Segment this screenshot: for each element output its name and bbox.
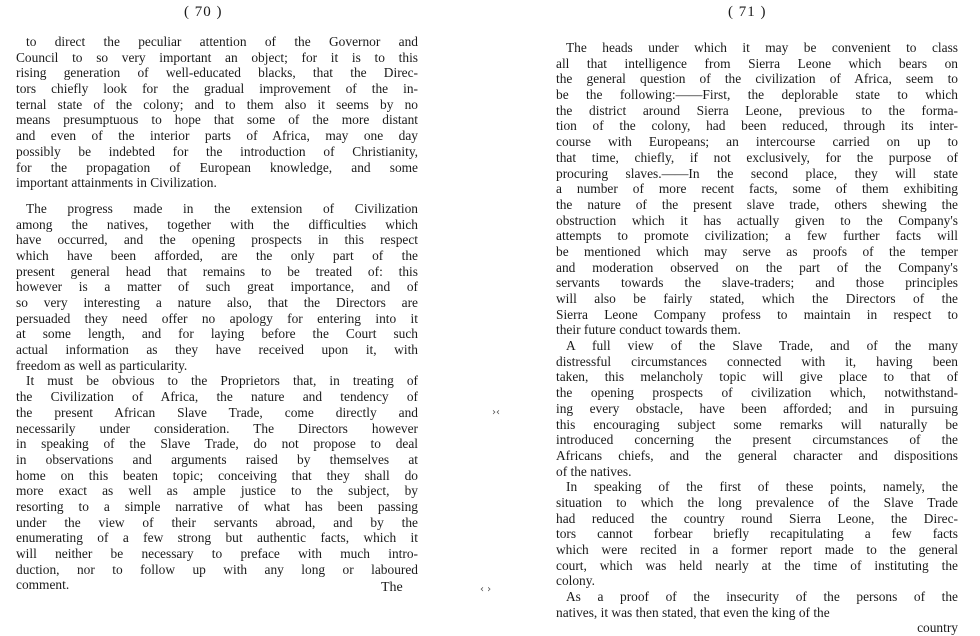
catchword: country — [917, 620, 958, 636]
text-line: and moderation observed on the part of the Company's — [556, 259, 958, 275]
text-line: present general head that remains to be treated of: this — [16, 263, 418, 279]
text-line: of the natives. — [556, 463, 632, 479]
text-line: tion of the colony, had been reduced, through its inter- — [556, 118, 958, 134]
text-line: at some length, and for laying before the Court such — [16, 326, 418, 342]
text-line: A full view of the Slave Trade, and of the many — [566, 338, 958, 354]
text-line: resorting to a simple narrative of what has been passing — [16, 498, 418, 514]
text-line: be mentioned which may serve as proofs of the temper — [556, 243, 958, 259]
page-number: ( 70 ) — [184, 4, 223, 20]
text-line: a number of more recent facts, some of them exhibiting — [556, 181, 958, 197]
text-line: persuaded they need offer no apology for entering into it — [16, 310, 418, 326]
text-line: however is a matter of such great importance, and of — [16, 279, 418, 295]
text-line: duction, nor to follow up with any long or laboured — [16, 561, 418, 577]
text-line: which have been afforded, are the only part of the — [16, 247, 418, 263]
text-line: obstruction which it has actually given to the Company's — [556, 212, 958, 228]
text-line: procuring slaves.——In the second place, they will state — [556, 165, 958, 181]
text-line: will also be fairly stated, which the Directors of the — [556, 291, 958, 306]
text-line: that time, chiefly, if not exclusively, for the purpose of — [556, 149, 958, 165]
scan-mark: ›‹ — [492, 407, 500, 418]
paragraph — [556, 40, 958, 338]
text-line: had reduced the country round Sierra Leone, the Direc- — [556, 510, 958, 526]
page-number: ( 71 ) — [728, 4, 767, 20]
text-line: necessarily under consideration. The Directors however — [16, 420, 418, 436]
text-column — [16, 34, 418, 593]
text-line: colony. — [556, 573, 595, 589]
text-line: Sierra Leone Company profess to maintain in respect to — [556, 306, 958, 322]
text-line: attempts to promote civilization; a few further facts will — [556, 228, 958, 244]
paragraph — [556, 479, 958, 589]
text-line: tors cannot forbear briefly recapitulating a few facts — [556, 526, 958, 542]
text-line: this encouraging subject some remarks will naturally be — [556, 416, 958, 432]
text-line: to direct the peculiar attention of the Governor and — [26, 34, 418, 49]
text-line: distressful circumstances connected with it, having been — [556, 353, 958, 369]
text-line: In speaking of the first of these points, namely, the — [566, 479, 958, 495]
text-line: the present African Slave Trade, come directly and — [16, 404, 418, 420]
paragraph-gap — [16, 191, 418, 201]
text-line: freedom as well as particularity. — [16, 357, 188, 373]
text-line: It must be obvious to the Proprietors that, in treating of — [26, 373, 418, 389]
text-line: will neither be necessary to preface with much intro- — [16, 546, 418, 561]
paragraph — [16, 373, 418, 593]
text-line: tors chiefly look for the gradual improvement of the in- — [16, 81, 418, 97]
text-line: the general question of the civilization of Africa, seem to — [556, 71, 958, 87]
right-page — [490, 0, 980, 636]
text-line: more exact as well as ample justice to the subject, by — [16, 483, 418, 499]
text-line: Council to so very important an object; for it is to this — [16, 49, 418, 65]
text-line: for the propagation of European knowledge, and some — [16, 159, 418, 175]
text-line: in observations and arguments raised by themselves at — [16, 451, 418, 467]
text-line: home on this beaten topic; conceiving that they shall do — [16, 467, 418, 483]
text-line: the opening prospects of civilization which, notwithstand- — [556, 385, 958, 401]
paragraph — [556, 589, 958, 620]
text-line: situation to which the long prevalence of the Slave Trade — [556, 494, 958, 510]
text-line: natives, it was then stated, that even the king of the — [556, 604, 830, 620]
text-line: important attainments in Civilization. — [16, 175, 217, 191]
catchword: The — [381, 580, 403, 595]
text-line: have occurred, and the opening prospects in this respect — [16, 232, 418, 248]
text-line: actual information as they have received upon it, with — [16, 342, 418, 358]
text-line: the Civilization of Africa, the nature and tendency of — [16, 389, 418, 405]
text-line: taken, this melancholy topic will give place to that of — [556, 369, 958, 385]
text-line: As a proof of the insecurity of the persons of the — [566, 589, 958, 605]
text-line: ternal state of the colony; and to them also it seems by no — [16, 96, 418, 112]
text-line: their future conduct towards them. — [556, 322, 741, 338]
text-line: introduced concerning the present circumstances of the — [556, 432, 958, 448]
text-line: the nature of the present slave trade, others shewing the — [556, 196, 958, 212]
text-line: rising generation of well-educated blacks, that the Direc- — [16, 65, 418, 81]
text-line: among the natives, together with the difficulties which — [16, 216, 418, 232]
text-line: which were recited in a former report made to the general — [556, 542, 958, 557]
paragraph — [556, 338, 958, 479]
text-line: ing every obstacle, have been afforded; and in pursuing — [556, 400, 958, 416]
text-line: The heads under which it may be convenient to class — [566, 40, 958, 55]
scan-mark: ‹ › — [480, 584, 492, 595]
text-line: and even of the interior parts of Africa, may one day — [16, 128, 418, 144]
text-line: in speaking of the Slave Trade, do not propose to deal — [16, 436, 418, 452]
text-line: court, which was held nearly at the time of instituting the — [556, 557, 958, 573]
paragraph — [16, 34, 418, 191]
text-line: the district around Sierra Leone, previous to the forma- — [556, 102, 958, 118]
text-line: under the view of their servants abroad, and by the — [16, 514, 418, 530]
text-line: course with Europeans; an intercourse carried on up to — [556, 134, 958, 150]
text-line: servants towards the slave-traders; and those principles — [556, 275, 958, 291]
text-line: possibly be indebted for the introduction of Christianity, — [16, 143, 418, 159]
left-page — [0, 0, 490, 611]
text-line: enumerating of a few strong but authentic facts, which it — [16, 530, 418, 546]
text-line: all that intelligence from Sierra Leone which bears on — [556, 55, 958, 71]
text-line: be the following:——First, the deplorable state to which — [556, 87, 958, 103]
text-column — [556, 40, 958, 636]
text-line: Africans chiefs, and the general character and dispositions — [556, 447, 958, 463]
text-line: means presumptuous to hope that some of the more distant — [16, 112, 418, 128]
text-line: so very interesting a nature also, that the Directors are — [16, 295, 418, 310]
text-line: The progress made in the extension of Civilization — [26, 200, 418, 216]
paragraph — [16, 201, 418, 374]
text-line: comment. — [16, 577, 70, 593]
